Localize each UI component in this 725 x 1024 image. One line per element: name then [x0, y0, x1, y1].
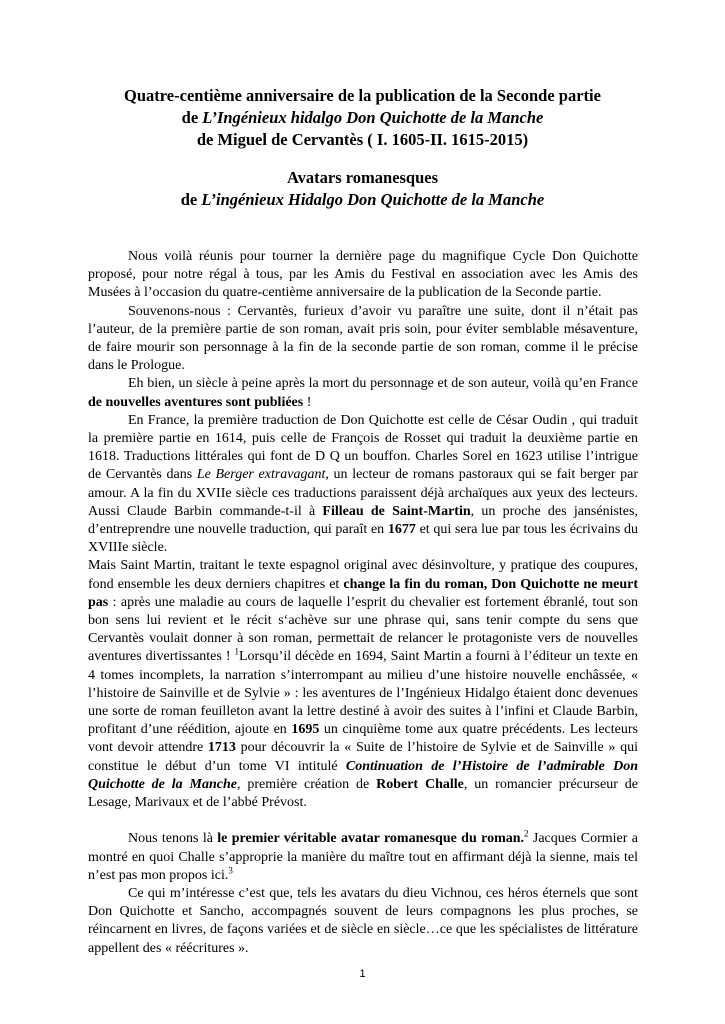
title-line-3: de Miguel de Cervantès ( I. 1605-II. 1615-2015)	[196, 130, 529, 149]
paragraph-5-text-a: Mais Saint Martin, traitant le texte espagnol original avec désinvolture, y pratique des coupures, fond ensemble les deux derniers chapitres et	[88, 558, 638, 592]
paragraph-5-text-d: Lorsqu’il décède en 1694, Saint Martin a fourni à l’éditeur un texte en 4 tomes incomplets, la narration s’interrompant au milieu d’une histoire nouvelle enchâssée, « l’histoire de Sainville et de Sylvie » : les aventures de l’Ingénieux Hidalgo étaient donc devenues une sorte de roman feuilleton avant la lettre destiné à avoir des suites à l’infini et Claude Barbin, profitant d’une réédition, ajoute en	[88, 649, 638, 738]
subtitle-line-2-prefix: de	[180, 190, 202, 209]
paragraph-5-text-h: pour découvrir la « Suite de l’histoire de Sylvie et de Sainville » qui constitue le début d’un tome VI intitulé	[88, 740, 638, 774]
paragraph-5-text-j: , première création de	[237, 776, 377, 792]
paragraph-4	[88, 412, 638, 558]
footnote-ref-2[interactable]: 2	[524, 828, 529, 839]
paragraph-6	[88, 830, 638, 885]
title-book-name: L’Ingénieux hidalgo Don Quichotte de la Manche	[202, 108, 544, 127]
title-line-2	[60, 107, 665, 129]
subtitle-book-name: L’ingénieux Hidalgo Don Quichotte de la Manche	[201, 190, 545, 209]
document-title	[60, 85, 665, 151]
title-line-1: Quatre-centième anniversaire de la publication de la Seconde partie	[124, 86, 601, 105]
paragraph-6-text-a: Nous tenons là	[128, 831, 218, 847]
paragraph-5	[88, 557, 638, 812]
paragraph-3-bold: de nouvelles aventures sont publiées	[88, 394, 304, 410]
paragraph-1: Nous voilà réunis pour tourner la dernière page du magnifique Cycle Don Quichotte proposé, pour notre régal à tous, par les Amis du Festival en association avec les Amis des Musées à l’occasion du quatre-centième anniversaire de la publication de la Seconde partie.	[88, 249, 638, 301]
subtitle-line-1: Avatars romanesques	[286, 168, 439, 187]
document-subtitle	[60, 167, 665, 211]
paragraph-5-text-l: , un romancier précurseur de Lesage, Marivaux et de l’abbé Prévost.	[88, 776, 638, 811]
paragraph-4-text-c: , un lecteur de romans pastoraux qui se fait berger par amour. A la fin du XVIIe siècle ces traductions paraissent déjà archaïques aux yeux des lecteurs. Aussi Claude Barbin commande-t-il à	[88, 467, 638, 519]
paragraph-5-bold-italic-title: Continuation de l’Histoire de l’admirable Don Quichotte de la Manche	[88, 758, 638, 792]
paragraph-3-text: Eh bien, un siècle à peine après la mort du personnage et de son auteur, voilà qu’en France	[128, 376, 638, 392]
paragraph-6-text-c: Jacques Cormier a montré en quoi Challe s’approprie la manière du maître tout en affirmant déjà la sienne, mais tel n’est pas mon propos ici.	[88, 831, 638, 883]
footnote-ref-3[interactable]: 3	[228, 865, 233, 876]
paragraph-7: Ce qui m’intéresse c’est que, tels les avatars du dieu Vichnou, ces héros éternels que sont Don Quichotte et Sancho, accompagnés souvent de leurs compagnons les plus proches, se réincarnent en livres, de façons variées et de siècle en siècle…ce que les spécialistes de littérature appellent des « réécritures ».	[88, 885, 638, 956]
page-number: 1	[359, 968, 366, 980]
footnote-ref-1[interactable]: 1	[234, 646, 239, 657]
paragraph-5-bold-year-1713: 1713	[207, 740, 236, 756]
paragraph-4-italic: Le Berger extravagant	[196, 467, 326, 483]
paragraph-5-text-f: un cinquième tome aux quatre précédents. Les lecteurs vont devoir attendre	[88, 722, 638, 756]
paragraph-3	[88, 375, 638, 411]
subtitle-line-2	[60, 189, 665, 211]
paragraph-4-bold-year: 1677	[387, 522, 416, 538]
paragraph-6-bold: le premier véritable avatar romanesque du roman.	[217, 831, 525, 847]
paragraph-4-bold-name: Filleau de Saint-Martin	[322, 503, 471, 519]
document-body	[88, 248, 638, 958]
title-line-2-prefix: de	[181, 108, 203, 127]
paragraph-4-text-a: En France, la première traduction de Don Quichotte est celle de César Oudin , qui traduit la première partie en 1614, puis celle de François de Rosset qui traduit la deuxième partie en 1618. Traductions littérales qui font de D Q un bouffon. Charles Sorel en 1623 utilise l’intrigue de Cervantès dans	[88, 412, 638, 483]
paragraph-2: Souvenons-nous : Cervantès, furieux d’avoir vu paraître une suite, dont il n’était pas l’auteur, de la première partie de son roman, avait pris soin, pour éviter semblable mésaventure, de faire mourir son personnage à la fin de la seconde partie de son roman, comme il le précise dans le Prologue.	[88, 303, 638, 374]
paragraph-5-bold-author: Robert Challe	[376, 776, 464, 792]
paragraph-5-bold-year-1695: 1695	[291, 722, 320, 738]
paragraph-4-text-e: , un proche des jansénistes, d’entreprendre une nouvelle traduction, qui paraît en	[88, 503, 638, 538]
paragraph-5-text-c: : après une maladie au cours de laquelle l’esprit du chevalier est fortement ébranlé, tout son bon sens lui revient et le récit s‘achève sur une phrase qui, sans tenir compte du sens que Cervantès voulait donner à son roman, permettait de relancer le protagoniste vers de nouvelles aventures divertissantes !	[88, 594, 638, 665]
paragraph-4-text-g: et qui sera lue par tous les écrivains du XVIIIe siècle.	[88, 522, 639, 556]
paragraph-3-end: !	[303, 394, 312, 410]
paragraph-5-bold: change la fin du roman, Don Quichotte ne meurt pas	[88, 576, 638, 610]
